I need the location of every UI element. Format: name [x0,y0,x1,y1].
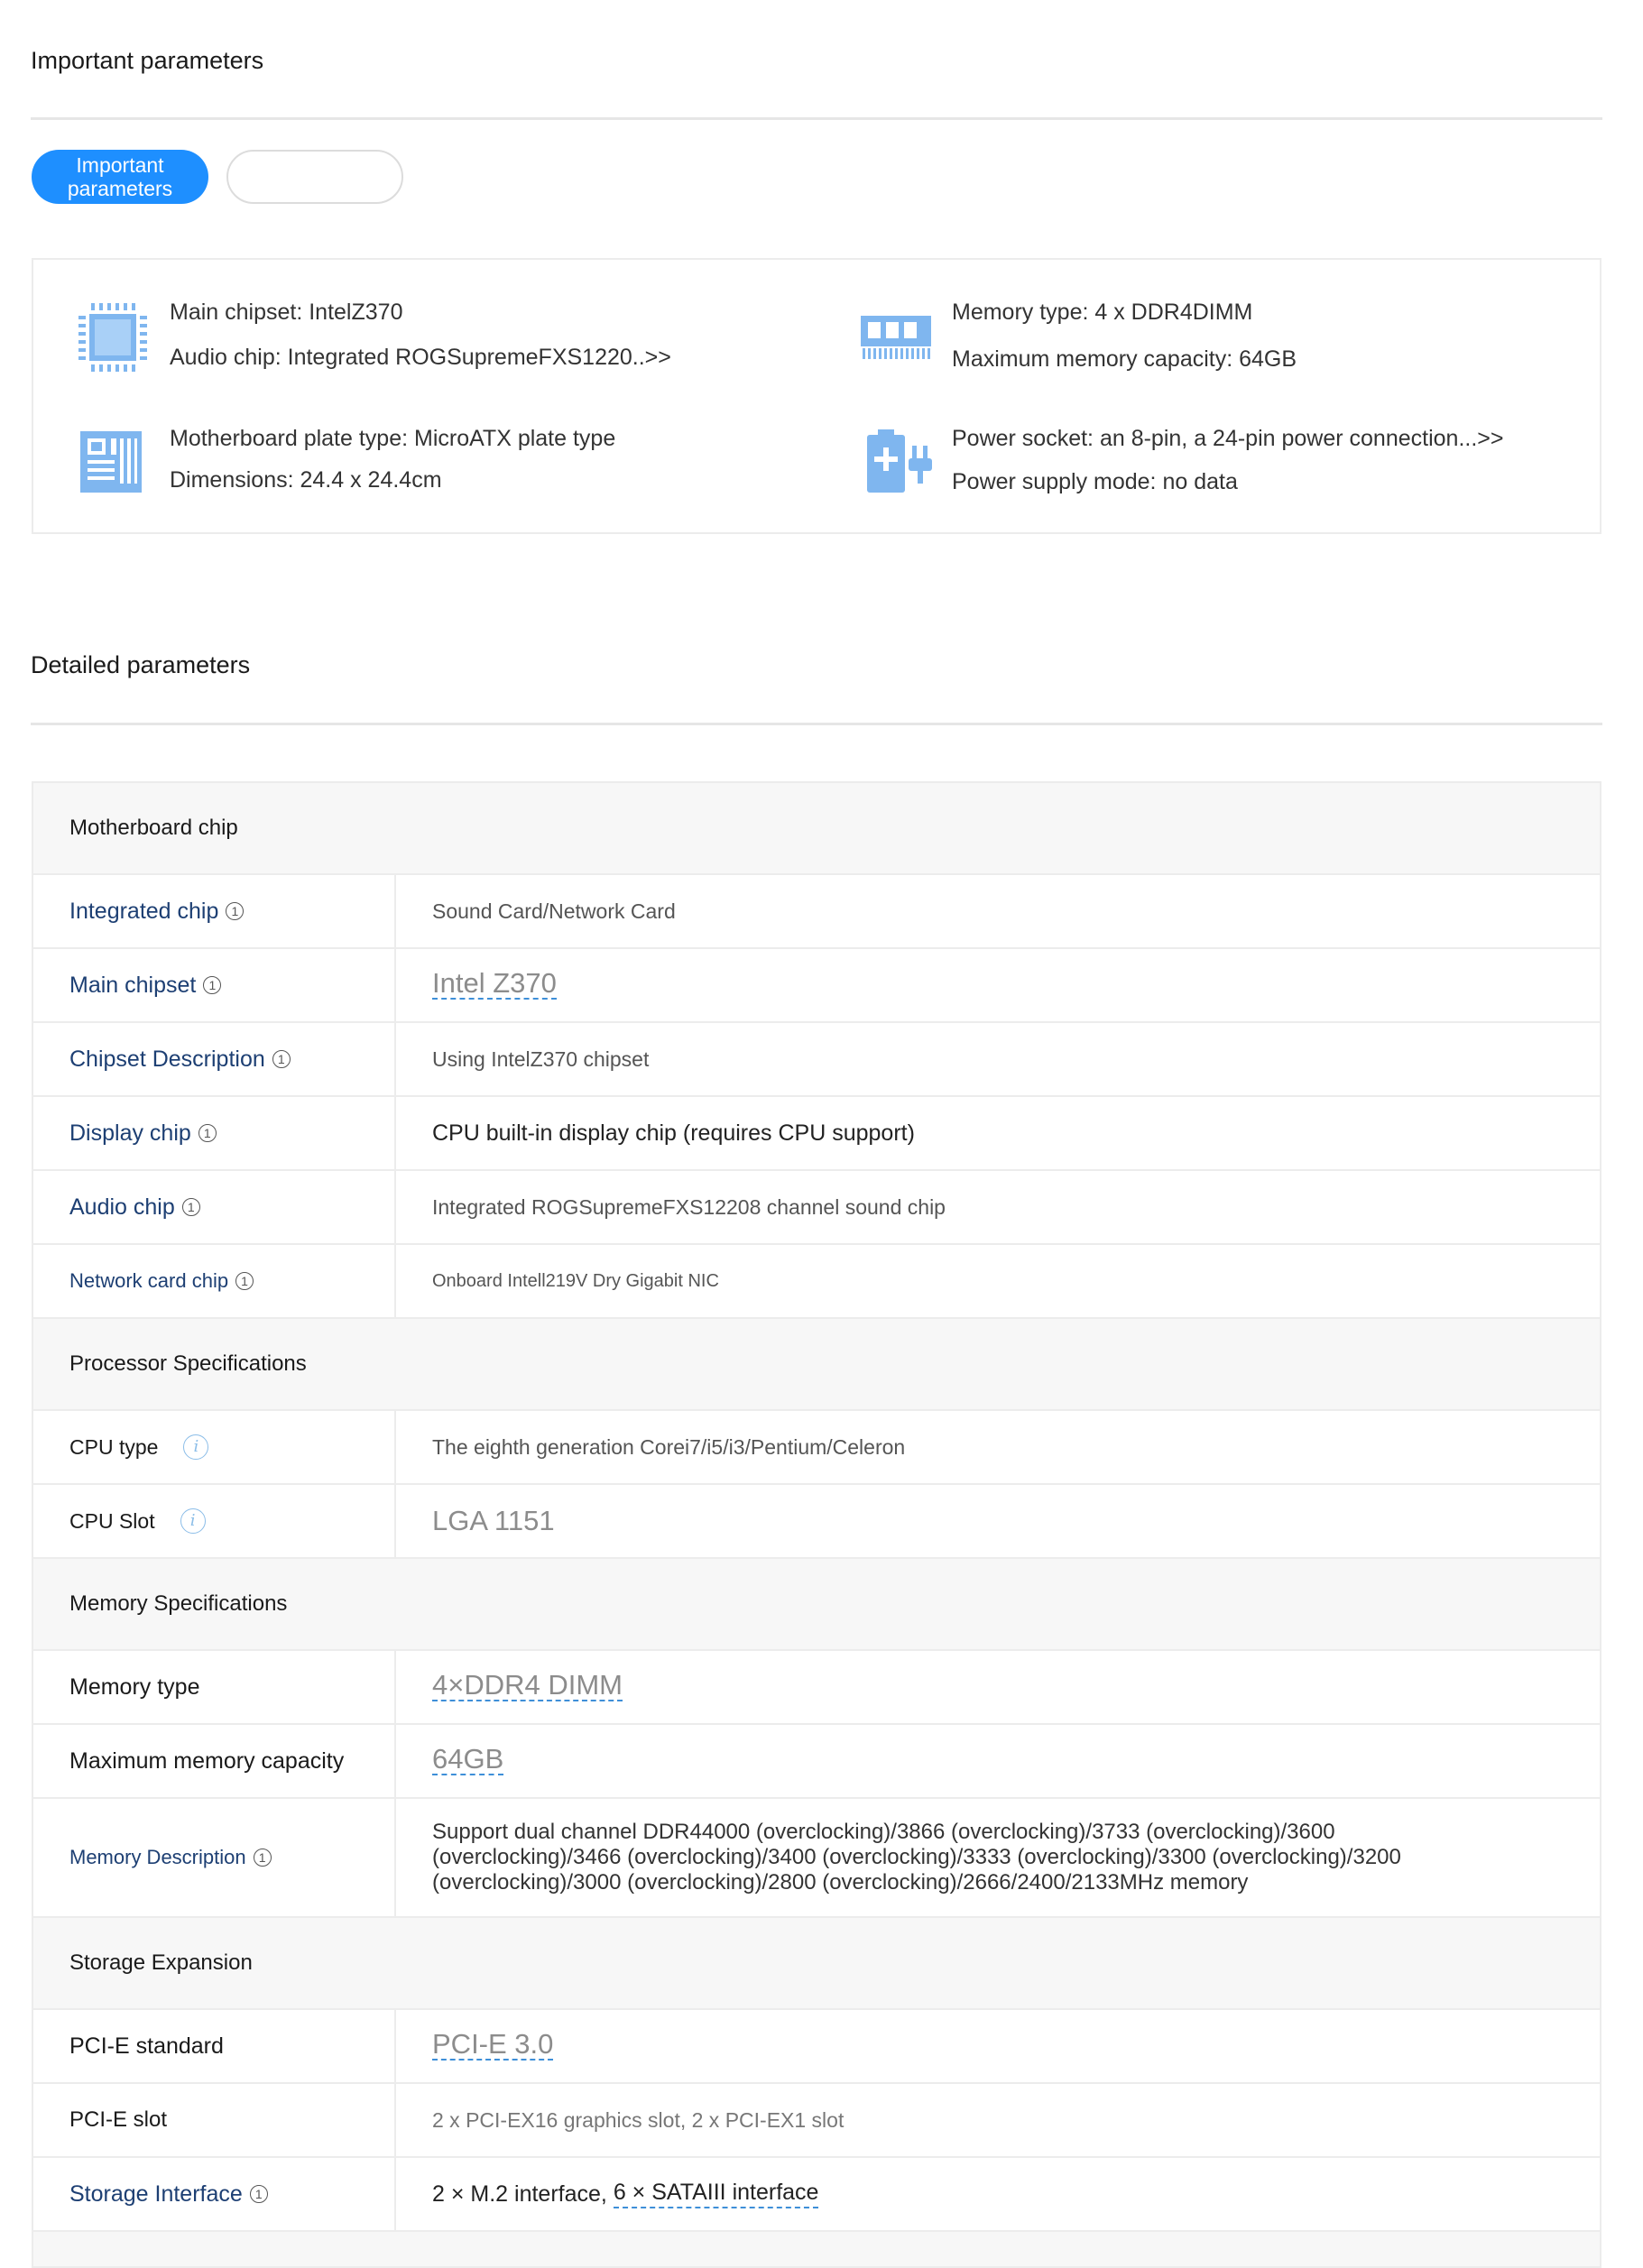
chip-icon [77,301,149,378]
param-label-cell [33,875,396,947]
table-row [33,1023,1600,1097]
table-row [33,1799,1600,1918]
section-divider [31,117,1602,120]
param-value-link[interactable]: 6 × SATAIII interface [614,2180,819,2208]
param-label-cell [33,949,396,1021]
param-value-link[interactable]: 4×DDR4 DIMM [432,1669,623,1701]
param-label: Audio chip [69,1194,175,1220]
detailed-parameters-title: Detailed parameters [31,651,251,678]
param-value: Using IntelZ370 chipset [432,1047,650,1071]
param-label: Memory Description [69,1846,246,1868]
group-header-next [33,2232,1600,2268]
param-value-link[interactable]: 64GB [432,1743,504,1775]
main-chipset-summary: Main chipset: IntelZ370 [170,300,403,325]
info-icon[interactable]: 1 [226,902,244,920]
param-label: PCI-E slot [69,2107,168,2132]
param-label: Memory type [69,1673,200,1700]
memory-type-summary: Memory type: 4 x DDR4DIMM [952,300,1253,325]
dimensions-summary: Dimensions: 24.4 x 24.4cm [170,467,442,493]
param-label-cell [33,1023,396,1095]
param-value-link[interactable]: PCI-E 3.0 [432,2028,554,2060]
param-value: Support dual channel DDR44000 (overclocking)/3866 (overclocking)/3733 (overclocking)/3600 (overclocking)/3466 (overclocking)/3400 (overclocking)/3333 (overclocking)/3300 (overclocking)/3200 (overclocking)/3000 (overclocking)/2800 (overclocking)/2666/2400/2133MHz memory [432,1820,1401,1895]
info-icon[interactable]: i [180,1508,206,1534]
group-header-storage: Storage Expansion [33,1918,1600,2010]
param-value: Sound Card/Network Card [432,899,676,923]
param-label-cell [33,1485,396,1557]
param-label: Main chipset [69,972,197,998]
memory-capacity-summary: Maximum memory capacity: 64GB [952,346,1297,372]
info-icon[interactable]: 1 [272,1050,291,1068]
param-label: Maximum memory capacity [69,1747,345,1774]
param-value-cell [396,1651,1600,1723]
param-label-cell [33,1799,396,1916]
tab-important-parameters[interactable]: Important parameters [32,150,208,204]
param-label: Network card chip [69,1269,229,1292]
plate-type-summary: Motherboard plate type: MicroATX plate type [170,426,616,451]
table-row [33,1485,1600,1559]
info-icon[interactable]: i [183,1434,208,1460]
info-icon[interactable]: 1 [182,1198,200,1216]
param-label: CPU type [69,1434,159,1459]
important-parameters-title: Important parameters [31,47,264,74]
info-icon[interactable]: 1 [203,976,221,994]
param-value-cell [396,1725,1600,1797]
param-label-cell [33,1171,396,1243]
param-value: Integrated ROGSupremeFXS12208 channel sound chip [432,1195,946,1219]
param-label: Chipset Description [69,1046,265,1072]
param-label: Integrated chip [69,898,219,924]
table-row [33,1651,1600,1725]
table-row [33,1725,1600,1799]
param-value: Onboard Intell219V Dry Gigabit NIC [432,1271,719,1291]
power-supply-summary: Power supply mode: no data [952,469,1238,494]
table-row [33,1411,1600,1485]
param-value: 2 x PCI-EX16 graphics slot, 2 x PCI-EX1 slot [432,2108,845,2132]
table-row [33,875,1600,949]
memory-module-icon [859,310,933,367]
detailed-parameters-table [32,781,1601,2268]
param-label-cell [33,1097,396,1169]
power-socket-icon [862,426,934,502]
param-label-cell [33,1411,396,1483]
motherboard-icon [78,429,143,499]
table-row [33,2084,1600,2158]
param-value-link[interactable]: Intel Z370 [432,967,557,999]
param-value-cell [396,2158,1600,2230]
param-label: Display chip [69,1120,191,1146]
tab-secondary[interactable] [226,150,403,204]
param-value: CPU built-in display chip (requires CPU support) [432,1120,915,1146]
table-row [33,1245,1600,1319]
important-parameters-box [32,258,1601,534]
param-label: Storage Interface [69,2180,243,2207]
param-label: PCI-E standard [69,2033,224,2059]
group-header-processor: Processor Specifications [33,1319,1600,1411]
param-label-cell [33,1725,396,1797]
param-label-cell [33,2158,396,2230]
info-icon[interactable]: 1 [250,2185,268,2203]
param-label-cell [33,2084,396,2156]
param-label: CPU Slot [69,1508,155,1533]
param-label-cell [33,1245,396,1317]
audio-chip-summary-link[interactable]: Audio chip: Integrated ROGSupremeFXS1220..>> [170,345,671,370]
table-row [33,1171,1600,1245]
param-label-cell [33,2010,396,2082]
param-value: The eighth generation Corei7/i5/i3/Pentium/Celeron [432,1435,906,1459]
group-header-motherboard-chip: Motherboard chip [33,783,1600,875]
table-row [33,2010,1600,2084]
param-value-cell [396,949,1600,1021]
section-divider [31,723,1602,725]
param-label-cell [33,1651,396,1723]
table-row [33,2158,1600,2232]
param-value: 2 × M.2 interface, [432,2181,607,2207]
info-icon[interactable]: 1 [198,1124,217,1142]
group-header-memory: Memory Specifications [33,1559,1600,1651]
table-row [33,949,1600,1023]
power-socket-summary-link[interactable]: Power socket: an 8-pin, a 24-pin power connection...>> [952,426,1504,451]
param-value: LGA 1151 [432,1505,555,1536]
info-icon[interactable]: 1 [235,1272,254,1290]
info-icon[interactable]: 1 [254,1849,272,1867]
param-value-cell [396,2010,1600,2082]
table-row [33,1097,1600,1171]
